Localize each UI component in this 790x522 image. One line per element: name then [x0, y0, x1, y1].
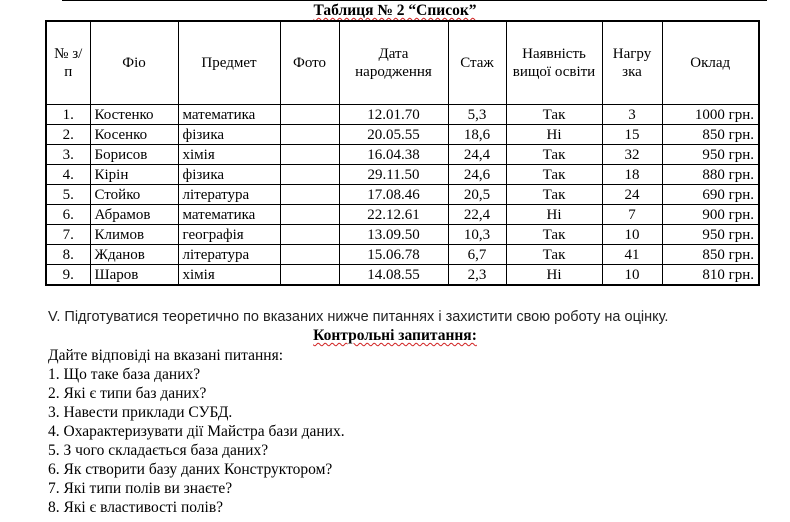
cell-birthdate: 29.11.50 — [339, 165, 448, 185]
cell-higher-education: Ні — [506, 205, 602, 225]
table-row — [46, 225, 759, 245]
table-title — [0, 2, 790, 20]
cell-photo — [280, 225, 339, 245]
cell-experience: 2,3 — [448, 265, 506, 286]
cell-photo — [280, 205, 339, 225]
cell-num: 4. — [46, 165, 90, 185]
cell-birthdate: 13.09.50 — [339, 225, 448, 245]
question-item: 4. Охарактеризувати дії Майстра бази даних. — [48, 423, 345, 440]
cell-num: 7. — [46, 225, 90, 245]
cell-higher-education: Так — [506, 245, 602, 265]
table-header-row — [46, 21, 759, 105]
question-item: 3. Навести приклади СУБД. — [48, 404, 233, 421]
cell-subject: фізика — [178, 125, 280, 145]
cell-name: Косенко — [90, 125, 178, 145]
cell-workload: 10 — [602, 265, 662, 286]
cell-higher-education: Ні — [506, 265, 602, 286]
instruction-text — [48, 347, 283, 365]
cell-salary: 880 грн. — [662, 165, 759, 185]
cell-experience: 24,4 — [448, 145, 506, 165]
cell-subject: література — [178, 185, 280, 205]
header-higher-education: Наявність вищої освіти — [506, 21, 602, 105]
cell-name: Костенко — [90, 105, 178, 125]
cell-num: 9. — [46, 265, 90, 286]
question-item: 1. Що таке база даних? — [48, 366, 201, 383]
cell-name: Шаров — [90, 265, 178, 286]
cell-workload: 32 — [602, 145, 662, 165]
cell-subject: література — [178, 245, 280, 265]
cell-salary: 850 грн. — [662, 125, 759, 145]
header-salary: Оклад — [662, 21, 759, 105]
cell-workload: 15 — [602, 125, 662, 145]
cell-salary: 1000 грн. — [662, 105, 759, 125]
header-num: № з/п — [46, 21, 90, 105]
cell-higher-education: Ні — [506, 125, 602, 145]
cell-name: Стойко — [90, 185, 178, 205]
question-item: 8. Які є властивості полів? — [48, 499, 224, 516]
staff-table — [45, 20, 760, 286]
questions-title — [0, 327, 790, 345]
table-row — [46, 205, 759, 225]
cell-experience: 10,3 — [448, 225, 506, 245]
cell-salary: 900 грн. — [662, 205, 759, 225]
cell-num: 6. — [46, 205, 90, 225]
top-rule — [62, 0, 767, 1]
cell-subject: математика — [178, 105, 280, 125]
cell-birthdate: 20.05.55 — [339, 125, 448, 145]
table-row — [46, 145, 759, 165]
cell-experience: 6,7 — [448, 245, 506, 265]
cell-higher-education: Так — [506, 145, 602, 165]
cell-birthdate: 22.12.61 — [339, 205, 448, 225]
cell-higher-education: Так — [506, 185, 602, 205]
cell-photo — [280, 185, 339, 205]
cell-workload: 24 — [602, 185, 662, 205]
cell-birthdate: 12.01.70 — [339, 105, 448, 125]
cell-experience: 22,4 — [448, 205, 506, 225]
cell-salary: 850 грн. — [662, 245, 759, 265]
question-item: 6. Як створити базу даних Конструктором? — [48, 461, 333, 478]
cell-birthdate: 16.04.38 — [339, 145, 448, 165]
header-birthdate: Дата народження — [339, 21, 448, 105]
cell-experience: 20,5 — [448, 185, 506, 205]
cell-birthdate: 17.08.46 — [339, 185, 448, 205]
cell-subject: математика — [178, 205, 280, 225]
cell-experience: 24,6 — [448, 165, 506, 185]
header-subject: Предмет — [178, 21, 280, 105]
table-row — [46, 185, 759, 205]
cell-photo — [280, 125, 339, 145]
cell-name: Жданов — [90, 245, 178, 265]
table-row — [46, 105, 759, 125]
cell-name: Абрамов — [90, 205, 178, 225]
cell-higher-education: Так — [506, 225, 602, 245]
cell-salary: 950 грн. — [662, 145, 759, 165]
cell-name: Борисов — [90, 145, 178, 165]
instruction-label: Дайте відповіді на вказані питання: — [48, 347, 284, 364]
table-title-text: Таблиця № 2 “Список” — [313, 2, 477, 19]
cell-salary: 690 грн. — [662, 185, 759, 205]
cell-subject: фізика — [178, 165, 280, 185]
cell-workload: 18 — [602, 165, 662, 185]
questions-title-text: Контрольні запитання: — [313, 327, 477, 344]
table-row — [46, 165, 759, 185]
cell-photo — [280, 265, 339, 286]
cell-photo — [280, 165, 339, 185]
cell-subject: географія — [178, 225, 280, 245]
header-workload: Нагру зка — [602, 21, 662, 105]
section-v-text: V. Підготуватися теоретично по вказаних нижче питаннях і захистити свою роботу на оцінку. — [48, 309, 669, 325]
cell-subject: хімія — [178, 145, 280, 165]
cell-photo — [280, 145, 339, 165]
header-name: Фіо — [90, 21, 178, 105]
cell-higher-education: Так — [506, 105, 602, 125]
table-row — [46, 245, 759, 265]
cell-name: Климов — [90, 225, 178, 245]
cell-num: 2. — [46, 125, 90, 145]
table-row — [46, 125, 759, 145]
cell-experience: 18,6 — [448, 125, 506, 145]
table-row — [46, 265, 759, 286]
cell-birthdate: 14.08.55 — [339, 265, 448, 286]
questions-list — [48, 366, 345, 518]
cell-num: 3. — [46, 145, 90, 165]
question-item: 5. З чого складається база даних? — [48, 442, 269, 459]
cell-workload: 10 — [602, 225, 662, 245]
cell-workload: 41 — [602, 245, 662, 265]
header-photo: Фото — [280, 21, 339, 105]
cell-photo — [280, 105, 339, 125]
cell-experience: 5,3 — [448, 105, 506, 125]
cell-subject: хімія — [178, 265, 280, 286]
question-item: 2. Які є типи баз даних? — [48, 385, 207, 402]
cell-salary: 950 грн. — [662, 225, 759, 245]
header-experience: Стаж — [448, 21, 506, 105]
cell-num: 1. — [46, 105, 90, 125]
cell-num: 5. — [46, 185, 90, 205]
cell-salary: 810 грн. — [662, 265, 759, 286]
cell-name: Кірін — [90, 165, 178, 185]
cell-photo — [280, 245, 339, 265]
cell-num: 8. — [46, 245, 90, 265]
question-item: 7. Які типи полів ви знаєте? — [48, 480, 233, 497]
cell-higher-education: Так — [506, 165, 602, 185]
cell-workload: 3 — [602, 105, 662, 125]
cell-birthdate: 15.06.78 — [339, 245, 448, 265]
cell-workload: 7 — [602, 205, 662, 225]
